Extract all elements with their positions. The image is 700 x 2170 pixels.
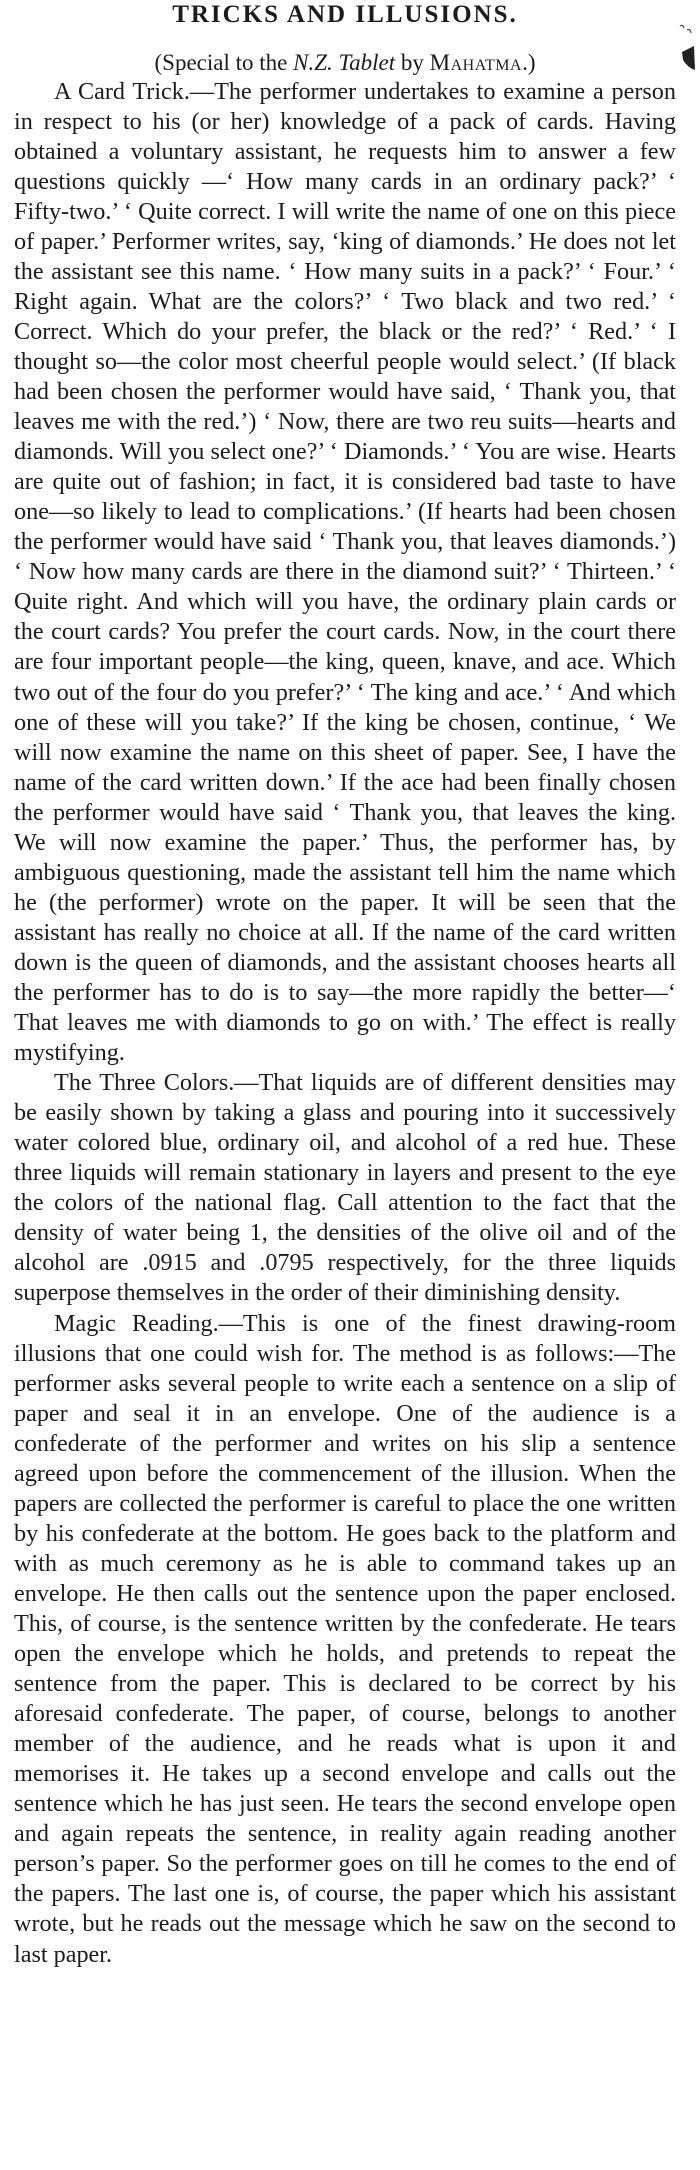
article-title: TRICKS AND ILLUSIONS. xyxy=(172,1,518,28)
byline xyxy=(14,49,676,77)
paragraph-magic-reading: Magic Reading.—This is one of the finest drawing-room illusions that one could wish for. The method is as follows:—The performer asks several people to write each a sentence on a slip of paper and seal it in an envelope. One of the audience is a confederate of the performer and writes on his slip a sentence agreed upon before the commencement of the illusion. When the papers are collected the performer is careful to place the one written by his confederate at the bottom. He goes back to the platform and with as much ceremony as he is able to command takes up an envelope. He then calls out the sentence upon the paper enclosed. This, of course, is the sentence written by the confederate. He tears open the envelope which he holds, and pretends to repeat the sentence from the paper. This is declared to be correct by his aforesaid confederate. The paper, of course, belongs to another member of the audience, and he reads what is upon it and memorises it. He takes up a second envelope and calls out the sentence which he has just seen. He tears the second envelope open and again repeats the sentence, in reality again reading another person’s paper. So the performer goes on till he comes to the end of the papers. The last one is, of course, the paper which his assistant wrote, but he reads out the message which he saw on the second to last paper. xyxy=(14,1309,676,1968)
paragraph-three-colors: The Three Colors.—That liquids are of different densities may be easily shown by taking a glass and pouring into it successively water colored blue, ordinary oil, and alcohol of a red hue. These three liquids will remain stationary in layers and present to the eye the colors of the national flag. Call attention to the fact that the density of water being 1, the densities of the olive oil and of the alcohol are .0915 and .0795 respectively, for the three liquids superpose themselves in the order of their diminishing density. xyxy=(14,1069,676,1307)
author-name: Mahatma xyxy=(429,50,523,75)
publication-name: N.Z. Tablet xyxy=(293,50,396,75)
byline-prefix: (Special to the xyxy=(154,50,294,75)
byline-by: by xyxy=(395,50,430,75)
page-edge-mark xyxy=(674,22,696,74)
byline-suffix: .) xyxy=(522,50,536,75)
paragraph-card-trick: A Card Trick.—The performer undertakes to examine a person in respect to his (or her) knowledge of a pack of cards. Having obtained a voluntary assistant, he requests him to answer a few questions quickly —‘ How many cards in an ordinary pack?’ ‘ Fifty-two.’ ‘ Quite correct. I will write the name of one on this piece of paper.’ Performer writes, say, ‘king of diamonds.’ He does not let the assistant see this name. ‘ How many suits in a pack?’ ‘ Four.’ ‘ Right again. What are the colors?’ ‘ Two black and two red.’ ‘ Correct. Which do your prefer, the black or the red?’ ‘ Red.’ ‘ I thought so—the color most cheerful people would select.’ (If black had been chosen the performer would have said, ‘ Thank you, that leaves me with the red.’) ‘ Now, there are two reu suits—hearts and diamonds. Will you select one?’ ‘ Diamonds.’ ‘ You are wise. Hearts are quite out of fashion; in fact, it is considered bad taste to have one—so likely to lead to complications.’ (If hearts had been chosen the performer would have said ‘ Thank you, that leaves diamonds.’) ‘ Now how many cards are there in the diamond suit?’ ‘ Thirteen.’ ‘ Quite right. And which will you have, the ordinary plain cards or the court cards? You prefer the court cards. Now, in the court there are four important people—the king, queen, knave, and ace. Which two out of the four do you prefer?’ ‘ The king and ace.’ ‘ And which one of these will you take?’ If the king be chosen, continue, ‘ We will now examine the name on this sheet of paper. See, I have the name of the card written down.’ If the ace had been finally chosen the performer would have said ‘ Thank you, that leaves the king. We will now examine the paper.’ Thus, the performer has, by ambiguous questioning, made the assistant tell him the name which he (the performer) wrote on the paper. It will be seen that the assistant has really no choice at all. If the name of the card written down is the queen of diamonds, and the assistant chooses hearts all the performer has to do is to say—the more rapidly the better—‘ That leaves me with diamonds to go on with.’ The effect is really mystifying. xyxy=(14,77,676,1067)
